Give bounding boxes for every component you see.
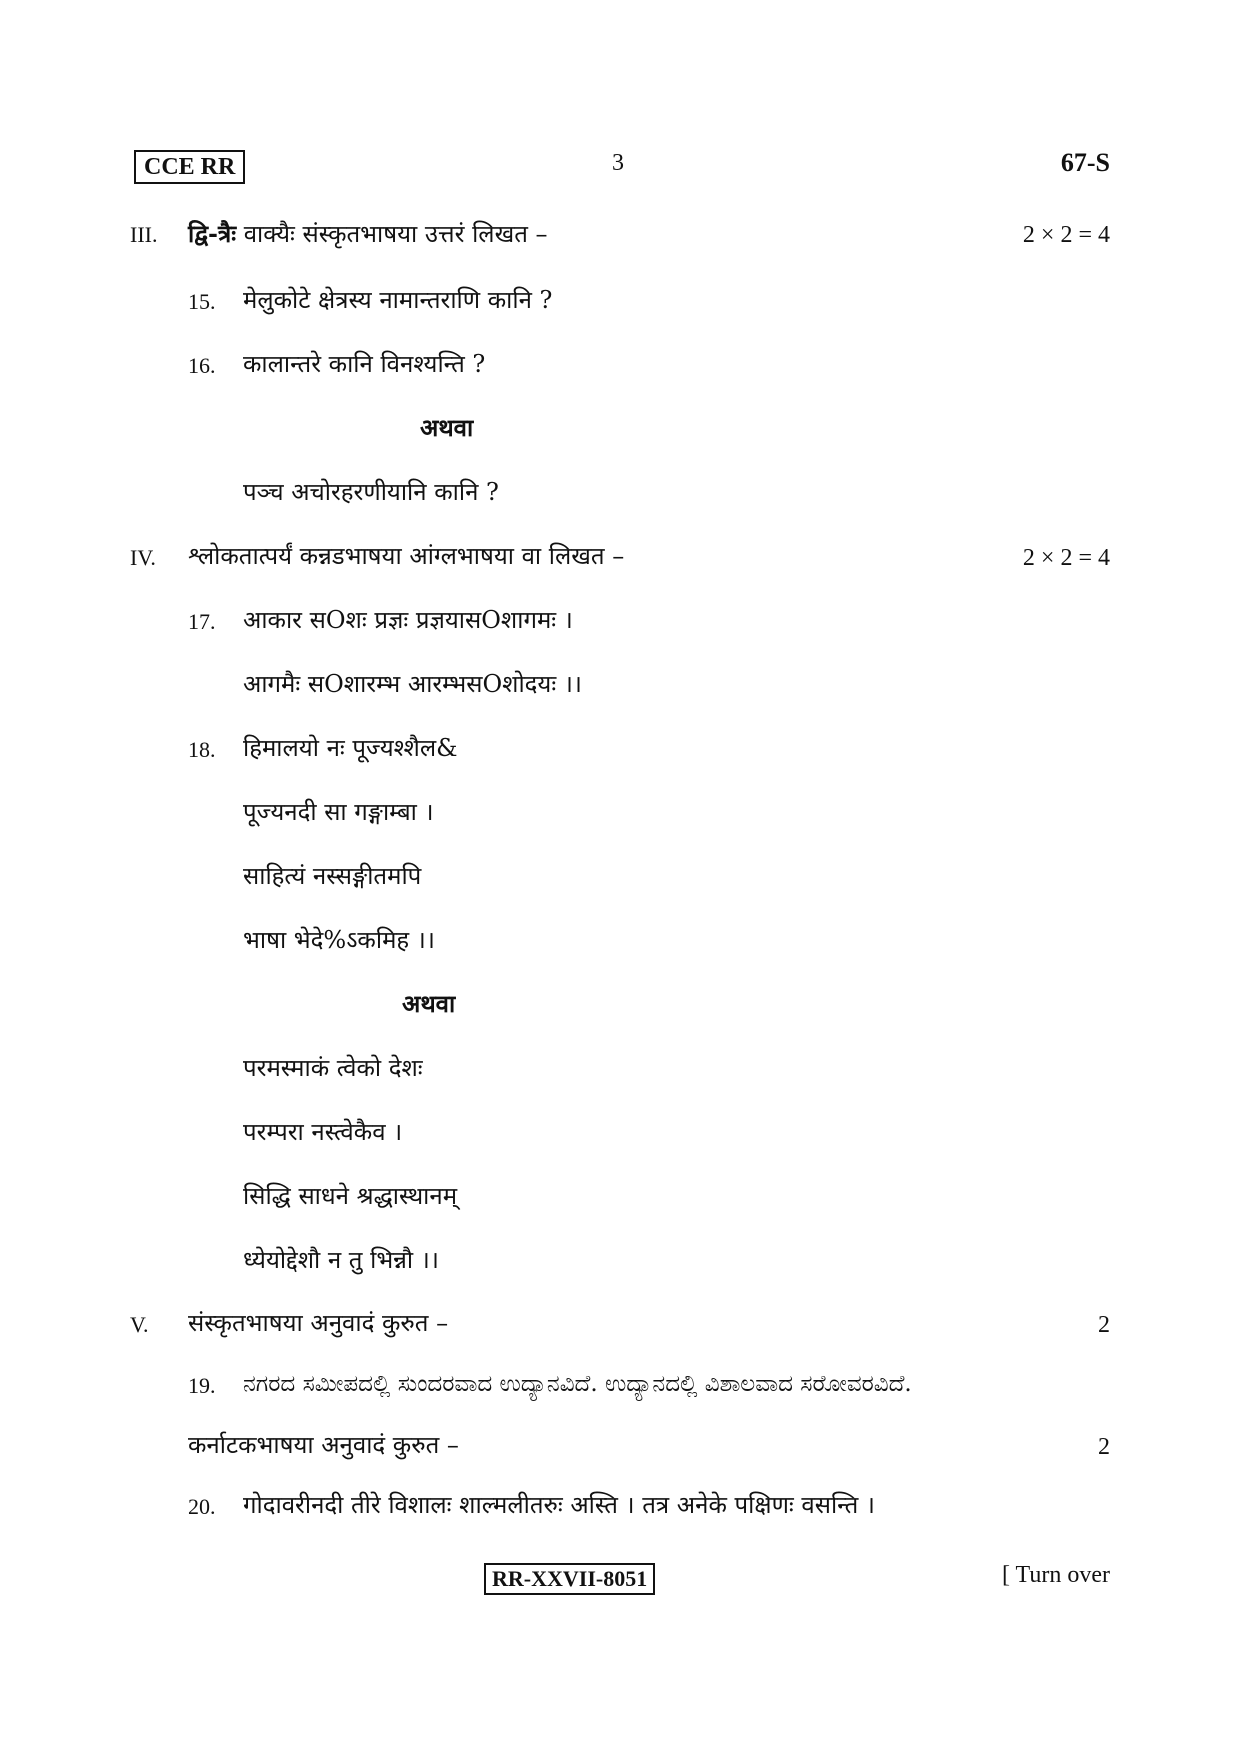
section-5-marks-1: 2 [1098, 1312, 1110, 1338]
q16-alternative: पञ्च अचोरहरणीयानि कानि ? [243, 478, 499, 506]
q17-number: 17. [188, 609, 216, 634]
q18-line-2: पूज्यनदी सा गङ्गाम्बा । [243, 798, 434, 826]
section-5-instruction-2: कर्नाटकभाषया अनुवादं कुरुत – [188, 1431, 459, 1459]
q16-number: 16. [188, 353, 216, 378]
header-box-label: CCE RR [134, 150, 245, 184]
q19-text: ನಗರದ ಸಮೀಪದಲ್ಲಿ ಸುಂದರವಾದ ಉದ್ಯಾನವಿದೆ. ಉದ್ಯಾನದಲ್ಲಿ ವಿಶಾಲವಾದ ಸರೋವರವಿದೆ. [243, 1371, 912, 1397]
section-5-marks-2: 2 [1098, 1434, 1110, 1460]
section-3-numeral: III. [130, 222, 158, 247]
q16-text: कालान्तरे कानि विनश्यन्ति ? [243, 350, 486, 378]
or-label-1: अथवा [420, 413, 474, 442]
page-number: 3 [612, 150, 624, 176]
alt-line-2: परम्परा नस्त्वेकैव । [243, 1118, 403, 1146]
section-3-instruction-bold: द्वि-त्रैः [188, 219, 237, 248]
footer-code: RR-XXVII-8051 [484, 1563, 655, 1595]
section-4-marks: 2 × 2 = 4 [1022, 545, 1110, 571]
section-4-numeral: IV. [130, 545, 156, 570]
q18-number: 18. [188, 737, 216, 762]
section-3-marks: 2 × 2 = 4 [1022, 222, 1110, 248]
section-5-instruction-1: संस्कृतभाषया अनुवादं कुरुत – [188, 1309, 449, 1337]
section-4-instruction: श्लोकतात्पर्यं कन्नडभाषया आंग्लभाषया वा लिखत – [188, 542, 625, 570]
or-label-2: अथवा [402, 989, 456, 1018]
section-3-instruction [188, 218, 548, 250]
q18-line-3: साहित्यं नस्सङ्गीतमपि [243, 862, 422, 890]
alt-line-1: परमस्माकं त्वेको देशः [243, 1054, 423, 1082]
paper-code: 67-S [1060, 148, 1110, 177]
q18-line-1: हिमालयो नः पूज्यश्शैल& [243, 734, 458, 762]
q20-text: गोदावरीनदी तीरे विशालः शाल्मलीतरुः अस्ति । तत्र अनेके पक्षिणः वसन्ति । [243, 1491, 875, 1519]
q17-line-2: आगमैः सOशारम्भ आरम्भसOशोदयः ।। [243, 670, 583, 698]
q17-line-1: आकार सOशः प्रज्ञः प्रज्ञयासOशागमः । [243, 606, 573, 634]
q18-line-4: भाषा भेदे%ऽकमिह ।। [243, 926, 435, 954]
section-5-numeral: V. [130, 1312, 149, 1337]
alt-line-4: ध्येयोद्देशौ न तु भिन्नौ ।। [243, 1246, 439, 1274]
section-3-instruction-rest: वाक्यैः संस्कृतभाषया उत्तरं लिखत – [236, 220, 548, 248]
turn-over-label: [ Turn over [1001, 1562, 1110, 1588]
q15-text: मेलुकोटे क्षेत्रस्य नामान्तराणि कानि ? [243, 286, 553, 314]
q15-number: 15. [188, 289, 216, 314]
q19-number: 19. [188, 1373, 216, 1398]
q20-number: 20. [188, 1494, 216, 1519]
alt-line-3: सिद्धि साधने श्रद्धास्थानम् [243, 1182, 458, 1210]
